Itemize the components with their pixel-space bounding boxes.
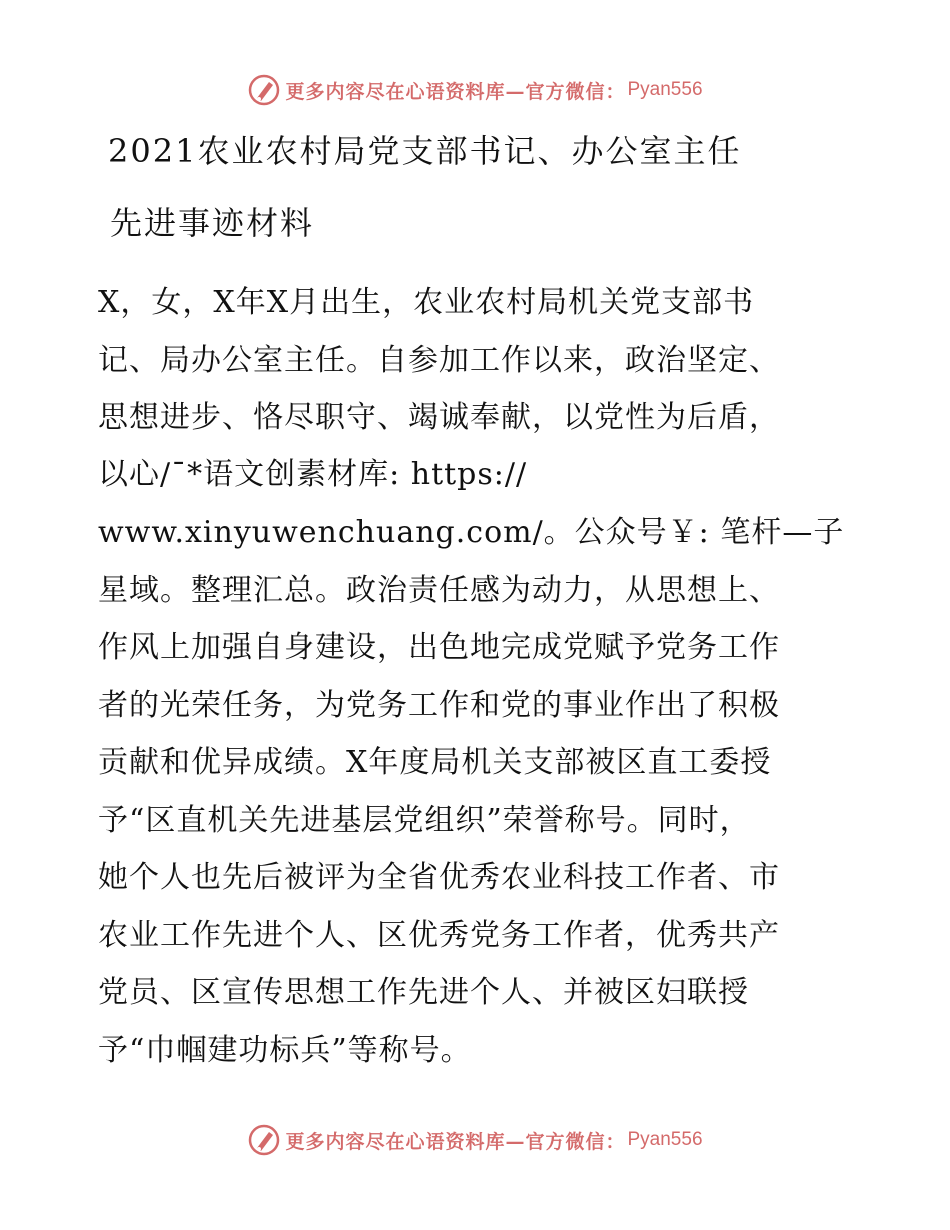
watermark-inner: [247, 1123, 702, 1157]
body-line: 贡献和优异成绩。X年度局机关支部被区直工委授: [98, 745, 772, 780]
watermark-banner-top: [0, 70, 950, 110]
body-line: 她个人也先后被评为全省优秀农业科技工作者、市: [98, 860, 780, 895]
body-line: 农业工作先进个人、区优秀党务工作者，优秀共产: [98, 918, 780, 953]
body-line: 记、局办公室主任。自参加工作以来，政治坚定、: [98, 343, 780, 378]
watermark-inner: [247, 73, 702, 107]
body-line: 作风上加强自身建设，出色地完成党赋予党务工作: [98, 630, 780, 665]
pen-logo-icon: [247, 1123, 281, 1157]
watermark-banner-bottom: [0, 1120, 950, 1160]
body-line: X，女，X年X月出生，农业农村局机关党支部书: [98, 285, 755, 320]
watermark-text: 更多内容尽在心语资料库—官方微信：: [285, 1130, 626, 1153]
watermark-text: 更多内容尽在心语资料库—官方微信：: [285, 80, 626, 103]
body-line: 以心/¯*语文创素材库: https://: [98, 457, 528, 492]
body-line: 者的光荣任务，为党务工作和党的事业作出了积极: [98, 688, 780, 723]
body-line: 予“巾帼建功标兵”等称号。: [98, 1033, 472, 1068]
body-line: www.xinyuwenchuang.com/。公众号￥: 笔杆—子: [98, 515, 845, 550]
watermark-wechat-id: Pyan556: [627, 1129, 703, 1150]
document-title-line-2: 先进事迹材料: [110, 204, 315, 242]
pen-logo-icon: [247, 73, 281, 107]
body-line: 予“区直机关先进基层党组织”荣誉称号。同时，: [98, 803, 751, 838]
body-line: 党员、区宣传思想工作先进个人、并被区妇联授: [98, 975, 749, 1010]
body-line: 星域。整理汇总。政治责任感为动力，从思想上、: [98, 573, 780, 608]
watermark-wechat-id: Pyan556: [627, 79, 703, 100]
document-title-line-1: 2021农业农村局党支部书记、办公室主任: [108, 132, 742, 170]
body-line: 思想进步、恪尽职守、竭诚奉献，以党性为后盾，: [98, 400, 780, 435]
